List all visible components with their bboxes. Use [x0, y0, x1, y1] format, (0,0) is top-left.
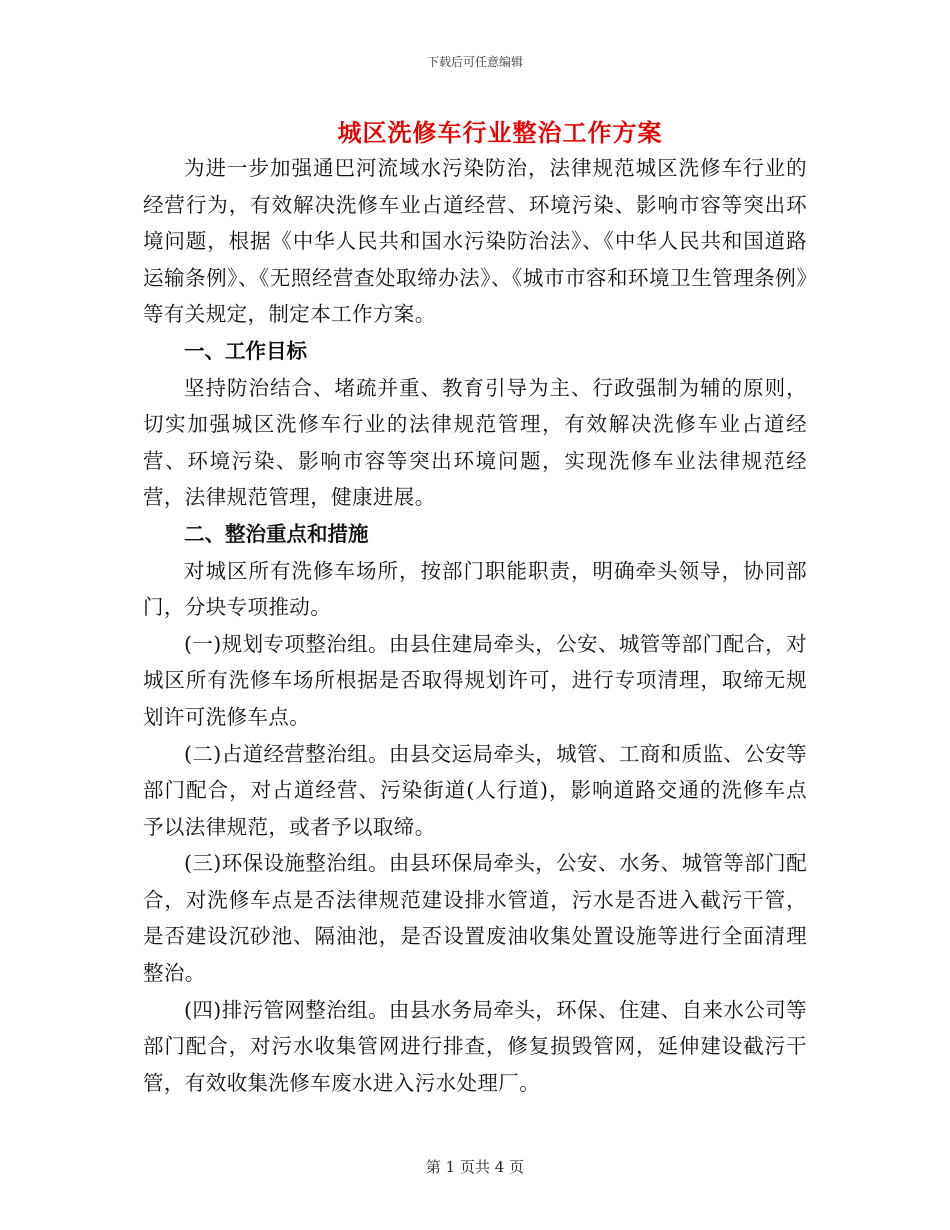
section-heading-measures: 二、整治重点和措施 [184, 521, 369, 546]
document-title: 城区洗修车行业整治工作方案 [337, 118, 663, 147]
section-heading-goals: 一、工作目标 [184, 338, 307, 363]
page-number: 第 1 页共 4 页 [425, 1158, 525, 1176]
paragraph-sewer-group: (四)排污管网整治组。由县水务局牵头，环保、住建、自来水公司等部门配合，对污水收集管网进行排查，修复损毁管网，延伸建设截污干管，有效收集洗修车废水进入污水处理厂。 [143, 997, 807, 1095]
paragraph-road-group: (二)占道经营整治组。由县交运局牵头，城管、工商和质监、公安等部门配合，对占道经营、污染街道(人行道)，影响道路交通的洗修车点予以法律规范，或者予以取缔。 [143, 741, 807, 839]
document-body [143, 150, 807, 1101]
paragraph-environment-group: (三)环保设施整治组。由县环保局牵头，公安、水务、城管等部门配合，对洗修车点是否法律规范建设排水管道，污水是否进入截污干管，是否建设沉砂池、隔油池，是否设置废油收集处置设施等进行全面清理整治。 [143, 851, 807, 986]
header-note: 下载后可任意编辑 [426, 55, 523, 69]
paragraph-goals: 坚持防治结合、堵疏并重、教育引导为主、行政强制为辅的原则，切实加强城区洗修车行业的法律规范管理，有效解决洗修车业占道经营、环境污染、影响市容等突出环境问题，实现洗修车业法律规范经营，法律规范管理，健康进展。 [143, 375, 807, 510]
paragraph-intro: 为进一步加强通巴河流域水污染防治，法律规范城区洗修车行业的经营行为，有效解决洗修车业占道经营、环境污染、影响市容等突出环境问题，根据《中华人民共和国水污染防治法》、《中华人民共和国道路运输条例》、《无照经营查处取缔办法》、《城市市容和环境卫生管理条例》等有关规定，制定本工作方案。 [143, 156, 807, 327]
paragraph-measures-intro: 对城区所有洗修车场所，按部门职能职责，明确牵头领导，协同部门，分块专项推动。 [143, 558, 807, 620]
paragraph-planning-group: (一)规划专项整治组。由县住建局牵头，公安、城管等部门配合，对城区所有洗修车场所根据是否取得规划许可，进行专项清理，取缔无规划许可洗修车点。 [143, 631, 807, 729]
